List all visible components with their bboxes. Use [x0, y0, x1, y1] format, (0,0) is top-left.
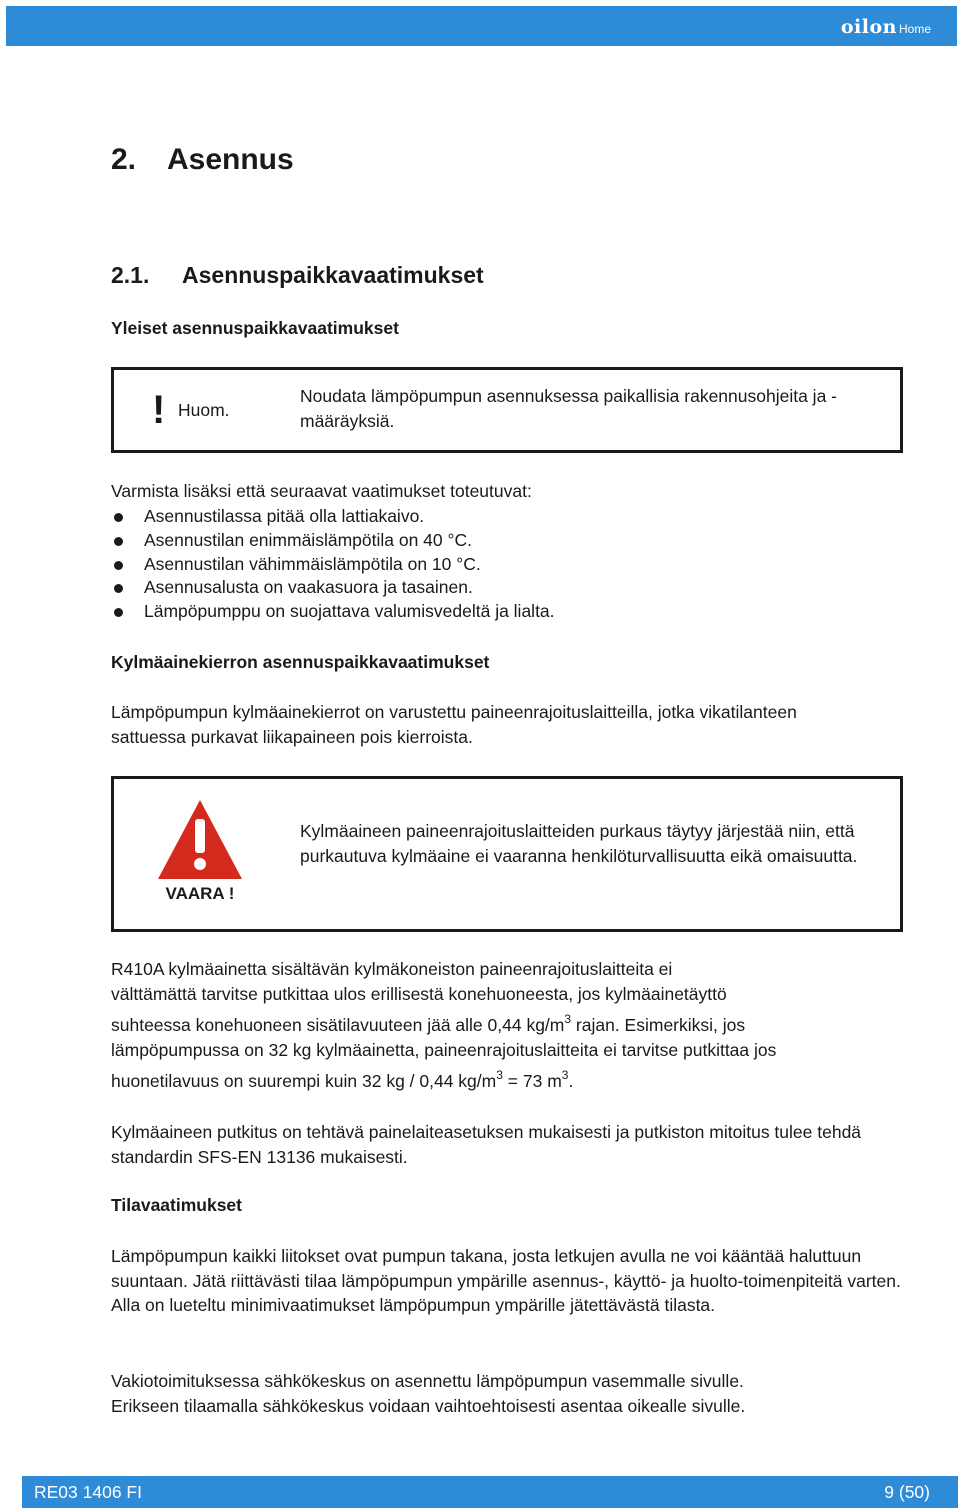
subsection-title: Asennuspaikkavaatimukset [182, 262, 484, 288]
oilon-logo [841, 16, 931, 38]
list-item: Asennustilassa pitää olla lattiakaivo. [111, 505, 555, 529]
r410a-line: välttämättä tarvitse putkittaa ulos erillisestä konehuoneesta, jos kylmäainetäyttö [111, 984, 727, 1004]
list-item: Asennusalusta on vaakasuora ja tasainen. [111, 576, 555, 600]
space-requirements-title: Tilavaatimukset [111, 1195, 242, 1215]
r410a-line: suhteessa konehuoneen sisätilavuuteen jää alle 0,44 $kg/m^3$ rajan. Esimerkiksi, jos [111, 1012, 746, 1035]
note-text: Noudata lämpöpumpun asennuksessa paikallisia rakennusohjeita ja -määräyksiä. [300, 386, 837, 431]
r410a-paragraph [111, 957, 911, 1094]
logo-brand: oilon [840, 16, 897, 38]
section-number: 2. [111, 143, 137, 176]
warning-triangle-icon [150, 795, 250, 905]
requirements-intro: Varmista lisäksi että seuraavat vaatimukset toteutuvat: [111, 481, 532, 501]
subsection-heading [111, 262, 484, 289]
note-label: Huom. [178, 400, 230, 420]
requirements-list [111, 505, 555, 624]
general-requirements-title: Yleiset asennuspaikkavaatimukset [111, 318, 399, 338]
list-item: Asennustilan enimmäislämpötila on 40 °C. [111, 529, 555, 553]
warning-text: Kylmäaineen paineenrajoituslaitteiden purkaus täytyy järjestää niin, että purkautuva kylmäaine ei vaaranna henkilöturvallisuutta eikä omaisuutta. [300, 821, 858, 866]
warning-box [111, 776, 903, 932]
refrigerant-requirements-title: Kylmäainekierron asennuspaikkavaatimukset [111, 652, 490, 672]
superscript: 3 [561, 1068, 569, 1082]
document-code: RE03 1406 FI [34, 1482, 142, 1502]
r410a-line: huonetilavuus on suurempi kuin 32 kg / 0,44 $kg/m^3 = 73$ $m^3$. [111, 1068, 574, 1091]
refrigerant-text: Lämpöpumpun kylmäainekierrot on varustettu paineenrajoituslaitteilla, jotka vikatilanteen sattuessa purkavat liikapaineen pois kierroista. [111, 702, 797, 747]
superscript: 3 [496, 1068, 503, 1082]
note-box [111, 367, 903, 453]
section-heading [111, 143, 294, 177]
section-title: Asennus [167, 143, 294, 176]
footer-bar [22, 1476, 958, 1508]
switchboard-line: Erikseen tilaamalla sähkökeskus voidaan vaihtoehtoisesti asentaa oikealle sivulle. [111, 1395, 746, 1416]
list-item: Lämpöpumppu on suojattava valumisvedeltä ja lialta. [111, 600, 555, 624]
piping-text: Kylmäaineen putkitus on tehtävä painelaiteasetuksen mukaisesti ja putkiston mitoitus tulee tehdä standardin SFS-EN 13136 mukaisesti. [111, 1122, 862, 1167]
switchboard-line: Vakiotoimituksessa sähkökeskus on asennettu lämpöpumpun vasemmalle sivulle. [111, 1371, 744, 1391]
superscript: 3 [564, 1012, 572, 1026]
switchboard-paragraph [111, 1369, 911, 1418]
space-text: Lämpöpumpun kaikki liitokset ovat pumpun takana, josta letkujen avulla ne voi kääntää haluttuun suuntaan. Jätä riittävästi tilaa lämpöpumpun ympärille asennus-, käyttö- ja huolto-toimenpiteitä varten. Alla on lueteltu minimivaatimukset lämpöpumpun ympärille jätettävästä tilasta. [111, 1246, 901, 1315]
subsection-number: 2.1. [111, 262, 150, 288]
header-bar [6, 6, 957, 46]
warning-label: VAARA ! [165, 884, 235, 903]
page-number: 9 (50) [884, 1482, 930, 1502]
r410a-line: R410A kylmäainetta sisältävän kylmäkoneiston paineenrajoituslaitteita ei [111, 959, 673, 979]
logo-sub: Home [898, 22, 931, 36]
list-item: Asennustilan vähimmäislämpötila on 10 °C. [111, 553, 555, 577]
exclamation-icon: ! [152, 388, 166, 432]
r410a-line: lämpöpumpussa on 32 kg kylmäainetta, paineenrajoituslaitteita ei tarvitse putkittaa jos [111, 1040, 777, 1060]
